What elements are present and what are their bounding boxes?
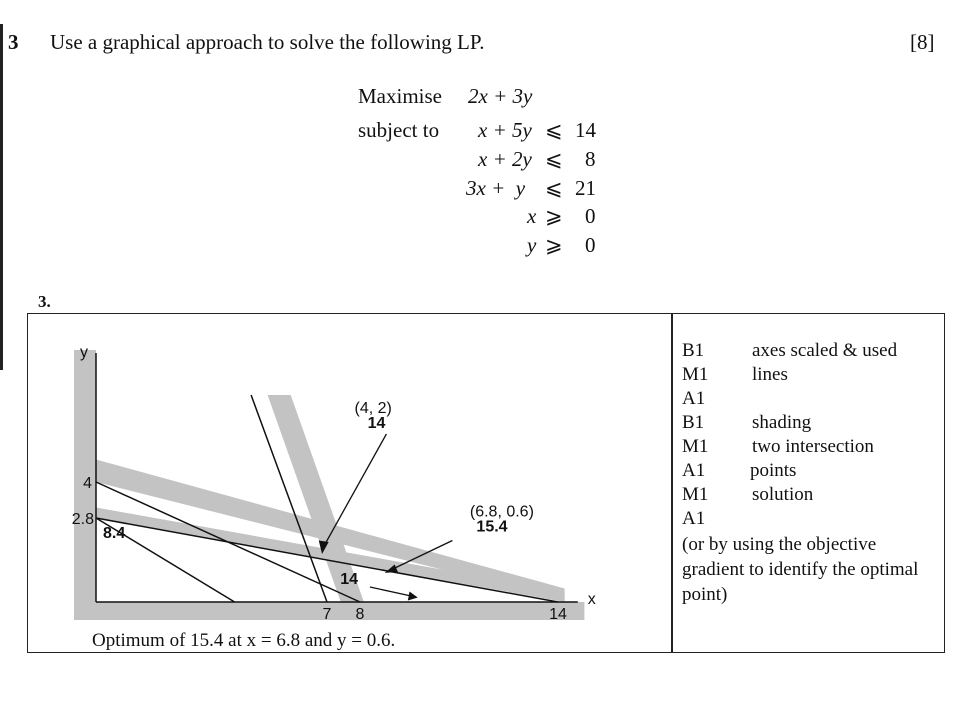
mark-code: M1 (682, 484, 709, 505)
mark-code: B1 (682, 340, 705, 361)
pointer-line (324, 434, 387, 547)
objective-label: Maximise (358, 84, 442, 108)
mark-desc: two intersection (752, 436, 874, 457)
y-tick-label: 4 (83, 475, 92, 492)
question-marks: [8] (910, 30, 935, 54)
answer-box-divider (671, 313, 673, 653)
constraint-relation: ⩾ (545, 233, 563, 257)
pointer-arrowhead (408, 592, 418, 601)
objective-value-label: 14 (340, 571, 358, 588)
question-number: 3 (8, 30, 19, 54)
constraint-lhs: 3x + y (466, 176, 526, 200)
objective-value-label: 8.4 (103, 525, 126, 542)
constraint-relation: ⩽ (545, 176, 563, 200)
x-axis-label: x (587, 591, 596, 608)
y-axis-label: y (80, 344, 88, 361)
vertex-label: (4, 2) (354, 400, 392, 417)
mark-code: M1 (682, 436, 709, 457)
mark-desc: lines (752, 364, 788, 385)
shading-bands (71, 350, 584, 620)
constraint-rhs: 21 (575, 176, 596, 200)
answer-number: 3. (38, 292, 51, 311)
mark-code: A1 (682, 508, 706, 529)
constraint-relation: ⩽ (545, 147, 563, 171)
x-tick-label: 14 (549, 606, 567, 623)
answer-conclusion: Optimum of 15.4 at x = 6.8 and y = 0.6. (92, 630, 396, 651)
constraint-lhs: x + 2y (478, 147, 532, 171)
vertex-value: 15.4 (476, 518, 508, 536)
constraint-rhs: 0 (585, 204, 596, 228)
constraint-lhs: x (527, 204, 537, 228)
question-text: Use a graphical approach to solve the following LP. (50, 30, 485, 54)
x-tick-label: 7 (322, 606, 332, 623)
mark-desc: points (750, 460, 797, 481)
constraint-lhs: y (527, 233, 537, 257)
objective-expression: 2x + 3y (468, 84, 533, 108)
constraint-rhs: 0 (585, 233, 596, 257)
mark-code: A1 (682, 388, 706, 409)
constraint-lhs: x + 5y (478, 118, 532, 142)
lp-graph (28, 314, 670, 628)
constraint-rhs: 14 (575, 118, 596, 142)
mark-desc: solution (752, 484, 814, 505)
mark-code: B1 (682, 412, 705, 433)
mark-code: M1 (682, 364, 709, 385)
x-tick-label: 8 (355, 606, 365, 623)
pointer-line (370, 587, 411, 596)
constraint-rhs: 8 (585, 147, 596, 171)
mark-scheme-note: (or by using the objective gradient to identify the optimal point) (682, 534, 919, 605)
constraint-relation: ⩾ (545, 204, 563, 228)
margin-rule (0, 24, 3, 370)
constraint-relation: ⩽ (545, 118, 563, 142)
vertex-label: (6.8, 0.6) (469, 503, 534, 521)
mark-desc: shading (752, 412, 812, 433)
y-tick-label: 2.8 (71, 511, 94, 528)
mark-code: A1 (682, 460, 706, 481)
subject-to-label: subject to (358, 118, 440, 142)
mark-desc: axes scaled & used (752, 340, 898, 361)
vertex-value: 14 (367, 415, 386, 432)
